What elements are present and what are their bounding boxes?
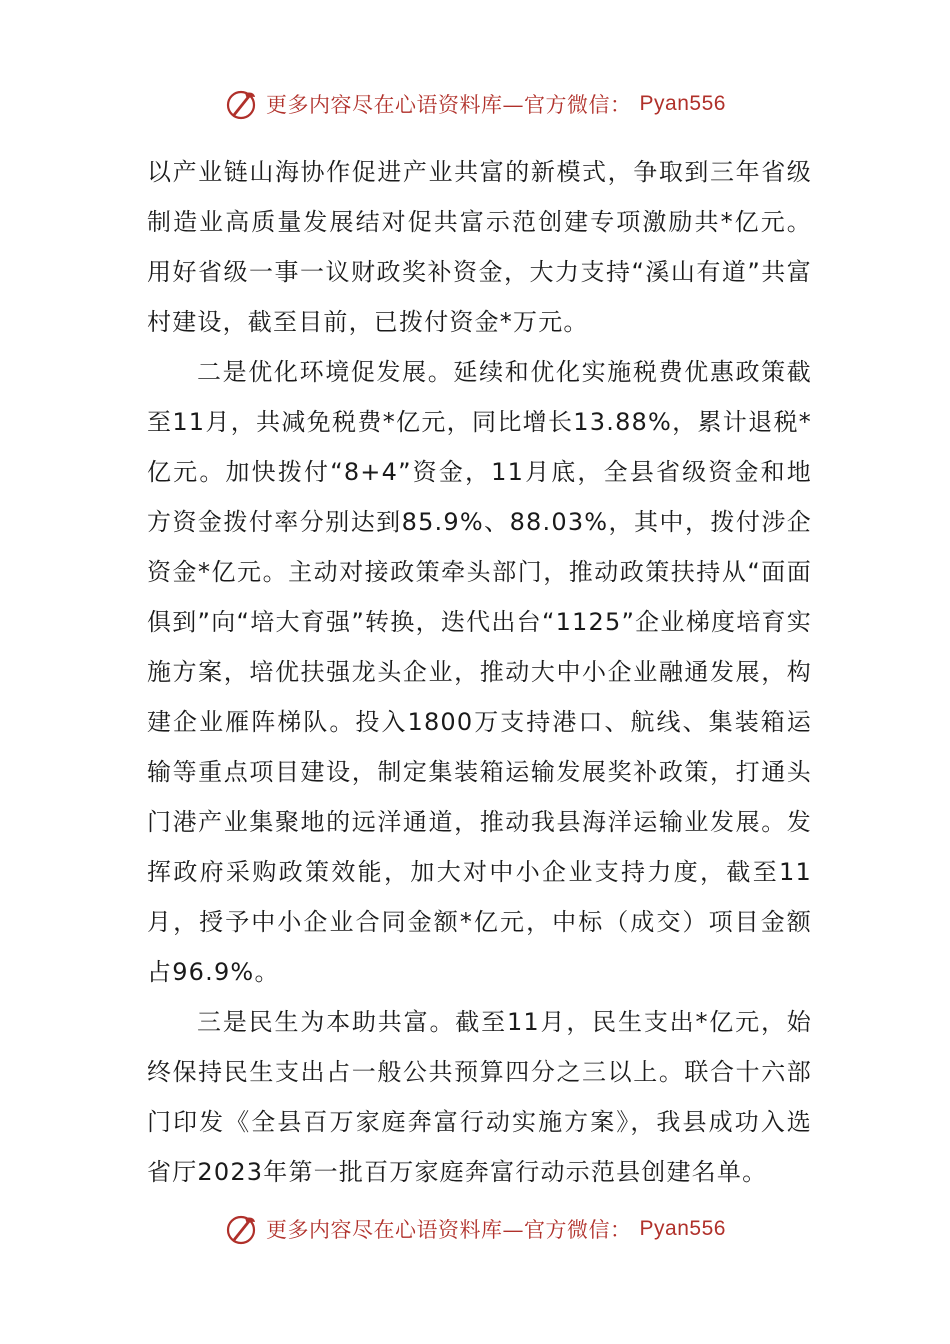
header-banner [0, 84, 950, 124]
banner-wechat-id: Pyan556 [639, 1217, 726, 1240]
quill-circle-logo-icon [224, 87, 258, 121]
quill-circle-logo-icon [224, 1212, 258, 1246]
paragraph-1: 以产业链山海协作促进产业共富的新模式，争取到三年省级制造业高质量发展结对促共富示范创建专项激励共*亿元。用好省级一事一议财政奖补资金，大力支持“溪山有道”共富村建设，截至目前，已拨付资金*万元。 [147, 158, 812, 336]
banner-text: 更多内容尽在心语资料库—官方微信： [266, 1218, 632, 1242]
banner-wechat-id: Pyan556 [639, 92, 726, 115]
paragraph-3: 三是民生为本助共富。截至11月，民生支出*亿元，始终保持民生支出占一般公共预算四分之三以上。联合十六部门印发《全县百万家庭奔富行动实施方案》，我县成功入选省厅2023年第一批百万家庭奔富行动示范县创建名单。 [147, 1008, 812, 1186]
footer-banner [0, 1209, 950, 1249]
banner-text: 更多内容尽在心语资料库—官方微信： [266, 93, 632, 117]
paragraph-2: 二是优化环境促发展。延续和优化实施税费优惠政策截至11月，共减免税费*亿元，同比增长13.88%，累计退税*亿元。加快拨付“8+4”资金，11月底，全县省级资金和地方资金拨付率分别达到85.9%、88.03%，其中，拨付涉企资金*亿元。主动对接政策牵头部门，推动政策扶持从“面面俱到”向“培大育强”转换，迭代出台“1125”企业梯度培育实施方案，培优扶强龙头企业，推动大中小企业融通发展，构建企业雁阵梯队。投入1800万支持港口、航线、集装箱运输等重点项目建设，制定集装箱运输发展奖补政策，打通头门港产业集聚地的远洋通道，推动我县海洋运输业发展。发挥政府采购政策效能，加大对中小企业支持力度，截至11月，授予中小企业合同金额*亿元，中标（成交）项目金额占96.9%。 [147, 358, 812, 986]
document-body [147, 147, 812, 1197]
